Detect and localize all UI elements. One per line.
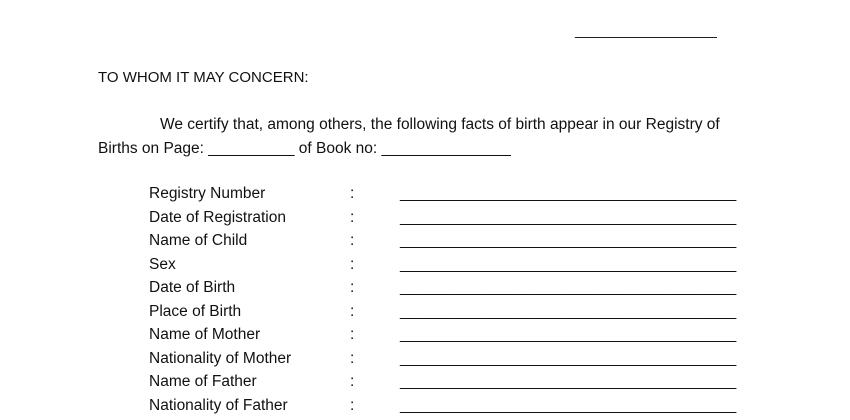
field-colon: :	[350, 326, 354, 344]
field-blank-line: _______________________________________	[400, 209, 736, 227]
field-colon: :	[350, 397, 354, 415]
field-row-place-of-birth	[149, 303, 749, 327]
field-label: Name of Child	[149, 232, 247, 250]
field-row-name-of-mother	[149, 326, 749, 350]
field-blank-line: _______________________________________	[400, 279, 736, 297]
field-blank-line: _______________________________________	[400, 397, 736, 415]
registry-fields	[149, 185, 749, 420]
field-label: Name of Father	[149, 373, 257, 391]
field-blank-line: _______________________________________	[400, 326, 736, 344]
field-colon: :	[350, 303, 354, 321]
field-row-nationality-of-father	[149, 397, 749, 420]
field-blank-line: _______________________________________	[400, 303, 736, 321]
certification-text-line-1: We certify that, among others, the following facts of birth appear in our Registry of	[160, 116, 720, 134]
field-blank-line: _______________________________________	[400, 256, 736, 274]
field-row-registry-number	[149, 185, 749, 209]
field-blank-line: _______________________________________	[400, 185, 736, 203]
field-blank-line: _______________________________________	[400, 350, 736, 368]
certification-text-line-2: Births on Page: __________ of Book no: _______________	[98, 140, 511, 158]
field-label: Nationality of Mother	[149, 350, 291, 368]
field-row-date-of-birth	[149, 279, 749, 303]
field-label: Name of Mother	[149, 326, 260, 344]
field-label: Registry Number	[149, 185, 265, 203]
field-colon: :	[350, 209, 354, 227]
field-label: Date of Registration	[149, 209, 286, 227]
field-colon: :	[350, 185, 354, 203]
field-colon: :	[350, 256, 354, 274]
field-colon: :	[350, 232, 354, 250]
field-row-nationality-of-mother	[149, 350, 749, 374]
field-row-date-of-registration	[149, 209, 749, 233]
field-row-name-of-child	[149, 232, 749, 256]
field-row-name-of-father	[149, 373, 749, 397]
field-row-sex	[149, 256, 749, 280]
field-label: Nationality of Father	[149, 397, 288, 415]
salutation: TO WHOM IT MAY CONCERN:	[98, 69, 309, 86]
field-label: Sex	[149, 256, 176, 274]
field-label: Date of Birth	[149, 279, 235, 297]
date-blank-line: _________________	[575, 22, 717, 39]
field-colon: :	[350, 279, 354, 297]
field-blank-line: _______________________________________	[400, 373, 736, 391]
field-label: Place of Birth	[149, 303, 241, 321]
field-colon: :	[350, 350, 354, 368]
field-colon: :	[350, 373, 354, 391]
field-blank-line: _______________________________________	[400, 232, 736, 250]
